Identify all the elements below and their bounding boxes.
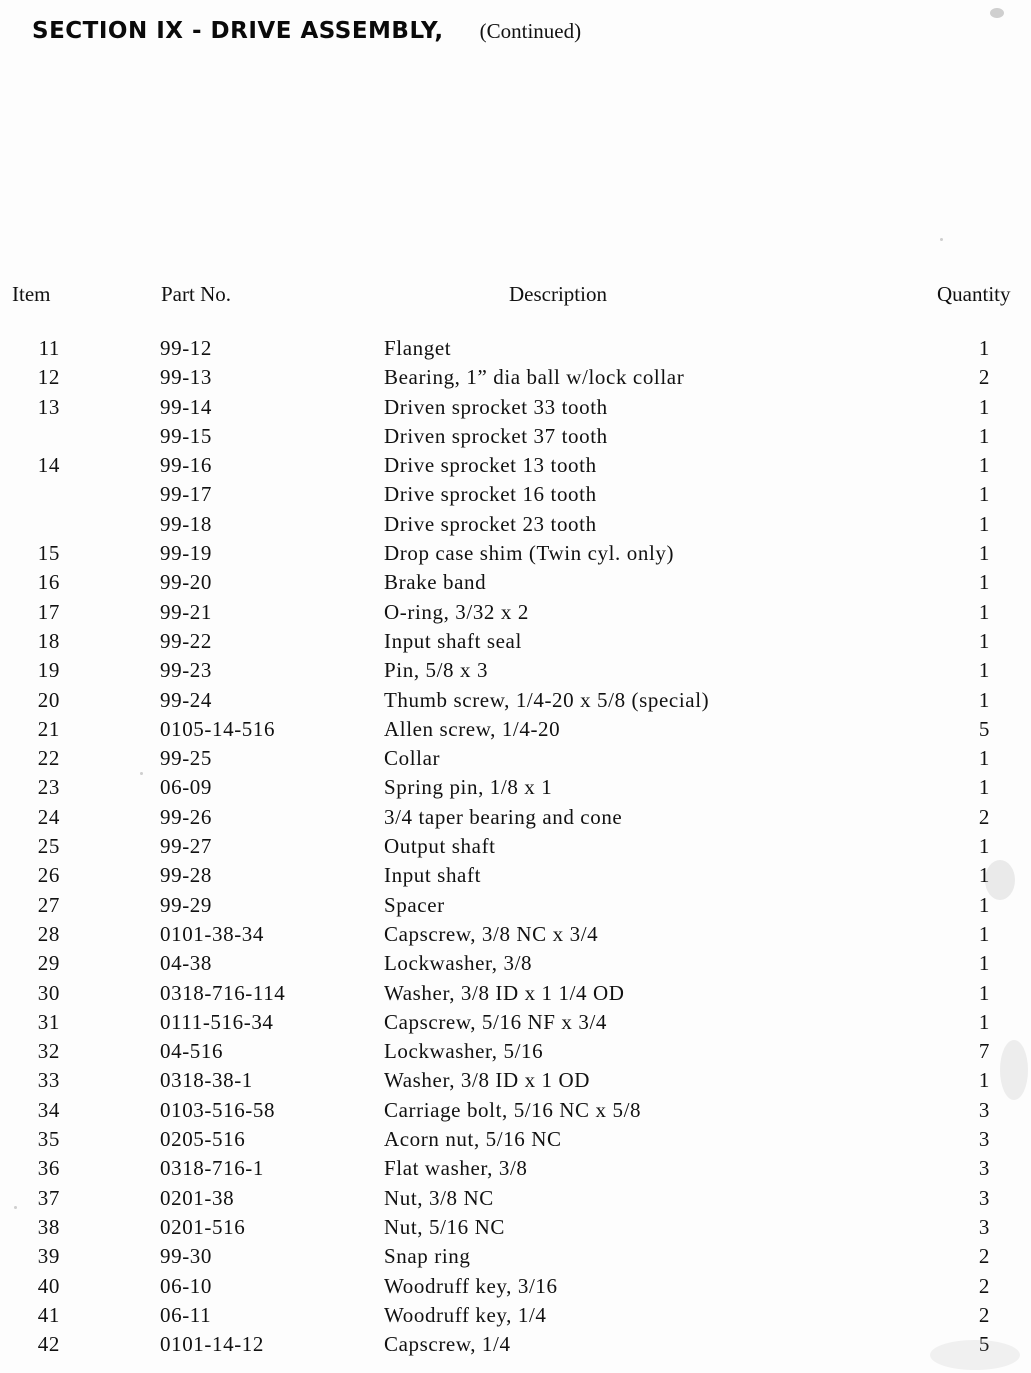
quantity-cell: 1	[978, 892, 990, 917]
scan-speck	[985, 860, 1015, 900]
quantity-cell: 2	[978, 1302, 990, 1327]
item-cell: 30	[37, 980, 60, 1005]
quantity-cell: 1	[978, 394, 990, 419]
part-number-cell: 99-25	[160, 746, 212, 771]
quantity-cell: 1	[978, 775, 990, 800]
description-cell: Nut, 5/16 NC	[384, 1214, 505, 1239]
description-cell: Capscrew, 3/8 NC x 3/4	[384, 921, 599, 946]
part-number-cell: 99-20	[160, 570, 212, 595]
table-row	[0, 1184, 1031, 1213]
scan-speck	[930, 1340, 1020, 1370]
part-number-cell: 99-30	[160, 1244, 212, 1269]
parts-table	[0, 334, 1031, 1359]
column-header-part-no: Part No.	[161, 282, 231, 306]
table-row	[0, 686, 1031, 715]
part-number-cell: 99-22	[160, 628, 212, 653]
part-number-cell: 0318-716-114	[160, 980, 286, 1005]
table-row	[0, 1242, 1031, 1271]
part-number-cell: 99-29	[160, 892, 212, 917]
scan-speck	[140, 772, 143, 775]
part-number-cell: 0101-14-12	[160, 1332, 264, 1357]
quantity-cell: 1	[978, 834, 990, 859]
description-cell: Pin, 5/8 x 3	[384, 658, 489, 683]
part-number-cell: 99-27	[160, 834, 212, 859]
item-cell: 24	[37, 804, 60, 829]
scan-speck	[990, 8, 1004, 18]
table-row	[0, 1272, 1031, 1301]
part-number-cell: 99-16	[160, 453, 212, 478]
description-cell: Input shaft	[384, 863, 481, 888]
item-cell: 19	[37, 658, 60, 683]
description-cell: Bearing, 1” dia ball w/lock collar	[384, 365, 685, 390]
part-number-cell: 0201-38	[160, 1185, 235, 1210]
description-cell: Woodruff key, 1/4	[384, 1302, 547, 1327]
description-cell: Washer, 3/8 ID x 1 OD	[384, 1068, 591, 1093]
quantity-cell: 5	[978, 716, 990, 741]
section-title: SECTION IX - DRIVE ASSEMBLY,	[32, 18, 444, 44]
scan-speck	[1000, 1040, 1028, 1100]
quantity-cell: 2	[978, 804, 990, 829]
description-cell: Drop case shim (Twin cyl. only)	[384, 541, 675, 566]
description-cell: Collar	[384, 746, 441, 771]
description-cell: Spacer	[384, 892, 445, 917]
description-cell: Thumb screw, 1/4-20 x 5/8 (special)	[384, 687, 710, 712]
part-number-cell: 99-17	[160, 482, 212, 507]
table-row	[0, 510, 1031, 539]
quantity-cell: 1	[978, 951, 990, 976]
table-row	[0, 1066, 1031, 1095]
description-cell: Flanget	[384, 336, 452, 360]
quantity-cell: 2	[978, 1273, 990, 1298]
table-row	[0, 363, 1031, 392]
item-cell: 31	[37, 1009, 60, 1034]
table-row	[0, 949, 1031, 978]
quantity-cell: 2	[978, 365, 990, 390]
table-row	[0, 920, 1031, 949]
part-number-cell: 0103-516-58	[160, 1097, 276, 1122]
table-row	[0, 539, 1031, 568]
item-cell: 22	[37, 746, 60, 771]
description-cell: Drive sprocket 23 tooth	[384, 511, 597, 536]
quantity-cell: 1	[978, 482, 990, 507]
quantity-cell: 1	[978, 599, 990, 624]
description-cell: Brake band	[384, 570, 487, 595]
table-row	[0, 979, 1031, 1008]
description-cell: Nut, 3/8 NC	[384, 1185, 494, 1210]
description-cell: Input shaft seal	[384, 628, 522, 653]
item-cell: 29	[37, 951, 60, 976]
description-cell: Capscrew, 5/16 NF x 3/4	[384, 1009, 607, 1034]
part-number-cell: 99-19	[160, 541, 212, 566]
item-cell: 42	[37, 1332, 60, 1357]
item-cell: 40	[37, 1273, 60, 1298]
table-row	[0, 334, 1031, 363]
part-number-cell: 99-26	[160, 804, 212, 829]
part-number-cell: 04-516	[160, 1039, 224, 1064]
item-cell: 25	[37, 834, 60, 859]
table-row	[0, 1301, 1031, 1330]
part-number-cell: 0111-516-34	[160, 1009, 274, 1034]
description-cell: Lockwasher, 5/16	[384, 1039, 544, 1064]
item-cell: 28	[37, 921, 60, 946]
item-cell: 33	[37, 1068, 60, 1093]
item-cell: 18	[37, 628, 60, 653]
table-row	[0, 1008, 1031, 1037]
quantity-cell: 1	[978, 746, 990, 771]
item-cell: 37	[37, 1185, 60, 1210]
part-number-cell: 99-23	[160, 658, 212, 683]
quantity-cell: 1	[978, 336, 990, 360]
table-row	[0, 1330, 1031, 1359]
table-row	[0, 1096, 1031, 1125]
part-number-cell: 0101-38-34	[160, 921, 264, 946]
table-row	[0, 1125, 1031, 1154]
item-cell: 38	[37, 1214, 60, 1239]
quantity-cell: 1	[978, 511, 990, 536]
table-row	[0, 1154, 1031, 1183]
item-cell: 20	[37, 687, 60, 712]
quantity-cell: 3	[978, 1156, 990, 1181]
description-cell: Drive sprocket 13 tooth	[384, 453, 597, 478]
part-number-cell: 99-21	[160, 599, 212, 624]
quantity-cell: 2	[978, 1244, 990, 1269]
part-number-cell: 99-15	[160, 423, 212, 448]
part-number-cell: 06-10	[160, 1273, 212, 1298]
part-number-cell: 06-11	[160, 1302, 212, 1327]
quantity-cell: 1	[978, 980, 990, 1005]
quantity-cell: 7	[978, 1039, 990, 1064]
table-row	[0, 773, 1031, 802]
table-row	[0, 656, 1031, 685]
description-cell: Woodruff key, 3/16	[384, 1273, 558, 1298]
scan-speck	[14, 1206, 17, 1209]
item-cell: 17	[37, 599, 60, 624]
item-cell: 13	[37, 394, 60, 419]
description-cell: Spring pin, 1/8 x 1	[384, 775, 553, 800]
table-row	[0, 1037, 1031, 1066]
table-row	[0, 891, 1031, 920]
quantity-cell: 3	[978, 1214, 990, 1239]
description-cell: O-ring, 3/32 x 2	[384, 599, 529, 624]
column-header-description: Description	[509, 282, 607, 306]
part-number-cell: 0201-516	[160, 1214, 246, 1239]
item-cell: 15	[37, 541, 60, 566]
description-cell: Flat washer, 3/8	[384, 1156, 528, 1181]
description-cell: Acorn nut, 5/16 NC	[384, 1127, 562, 1152]
scan-speck	[940, 238, 943, 241]
item-cell: 23	[37, 775, 60, 800]
part-number-cell: 0318-38-1	[160, 1068, 253, 1093]
item-cell: 39	[37, 1244, 60, 1269]
quantity-cell: 1	[978, 1009, 990, 1034]
item-cell: 26	[37, 863, 60, 888]
part-number-cell: 06-09	[160, 775, 212, 800]
part-number-cell: 04-38	[160, 951, 212, 976]
table-row	[0, 803, 1031, 832]
part-number-cell: 99-18	[160, 511, 212, 536]
description-cell: Driven sprocket 37 tooth	[384, 423, 608, 448]
part-number-cell: 99-12	[160, 336, 212, 360]
table-row	[0, 832, 1031, 861]
part-number-cell: 99-28	[160, 863, 212, 888]
table-row	[0, 715, 1031, 744]
table-row	[0, 451, 1031, 480]
quantity-cell: 1	[978, 570, 990, 595]
part-number-cell: 99-13	[160, 365, 212, 390]
table-row	[0, 627, 1031, 656]
quantity-cell: 1	[978, 1068, 990, 1093]
item-cell: 14	[37, 453, 60, 478]
quantity-cell: 1	[978, 453, 990, 478]
table-row	[0, 480, 1031, 509]
description-cell: Lockwasher, 3/8	[384, 951, 533, 976]
part-number-cell: 99-24	[160, 687, 212, 712]
item-cell: 34	[37, 1097, 60, 1122]
quantity-cell: 1	[978, 628, 990, 653]
table-row	[0, 1213, 1031, 1242]
column-header-item: Item	[12, 282, 51, 306]
quantity-cell: 1	[978, 863, 990, 888]
description-cell: Allen screw, 1/4-20	[384, 716, 561, 741]
description-cell: Washer, 3/8 ID x 1 1/4 OD	[384, 980, 625, 1005]
quantity-cell: 1	[978, 658, 990, 683]
table-row	[0, 568, 1031, 597]
quantity-cell: 1	[978, 541, 990, 566]
column-header-quantity: Quantity	[937, 282, 1011, 306]
part-number-cell: 0318-716-1	[160, 1156, 264, 1181]
item-cell: 16	[37, 570, 60, 595]
description-cell: Carriage bolt, 5/16 NC x 5/8	[384, 1097, 642, 1122]
item-cell: 21	[37, 716, 60, 741]
quantity-cell: 3	[978, 1127, 990, 1152]
description-cell: 3/4 taper bearing and cone	[384, 804, 623, 829]
quantity-cell: 5	[978, 1332, 990, 1357]
part-number-cell: 0205-516	[160, 1127, 246, 1152]
quantity-cell: 3	[978, 1185, 990, 1210]
item-cell: 36	[37, 1156, 60, 1181]
description-cell: Driven sprocket 33 tooth	[384, 394, 608, 419]
description-cell: Output shaft	[384, 834, 496, 859]
table-row	[0, 422, 1031, 451]
item-cell: 32	[37, 1039, 60, 1064]
column-headers	[0, 282, 1031, 312]
quantity-cell: 1	[978, 687, 990, 712]
quantity-cell: 3	[978, 1097, 990, 1122]
table-row	[0, 744, 1031, 773]
continued-label: (Continued)	[479, 19, 582, 43]
item-cell: 12	[37, 365, 60, 390]
description-cell: Snap ring	[384, 1244, 471, 1269]
table-row	[0, 598, 1031, 627]
item-cell: 27	[37, 892, 60, 917]
description-cell: Drive sprocket 16 tooth	[384, 482, 597, 507]
quantity-cell: 1	[978, 921, 990, 946]
table-row	[0, 861, 1031, 890]
part-number-cell: 99-14	[160, 394, 212, 419]
page-header	[32, 18, 581, 44]
item-cell: 41	[37, 1302, 60, 1327]
table-row	[0, 393, 1031, 422]
description-cell: Capscrew, 1/4	[384, 1332, 511, 1357]
part-number-cell: 0105-14-516	[160, 716, 276, 741]
item-cell: 11	[38, 336, 60, 360]
quantity-cell: 1	[978, 423, 990, 448]
item-cell: 35	[37, 1127, 60, 1152]
